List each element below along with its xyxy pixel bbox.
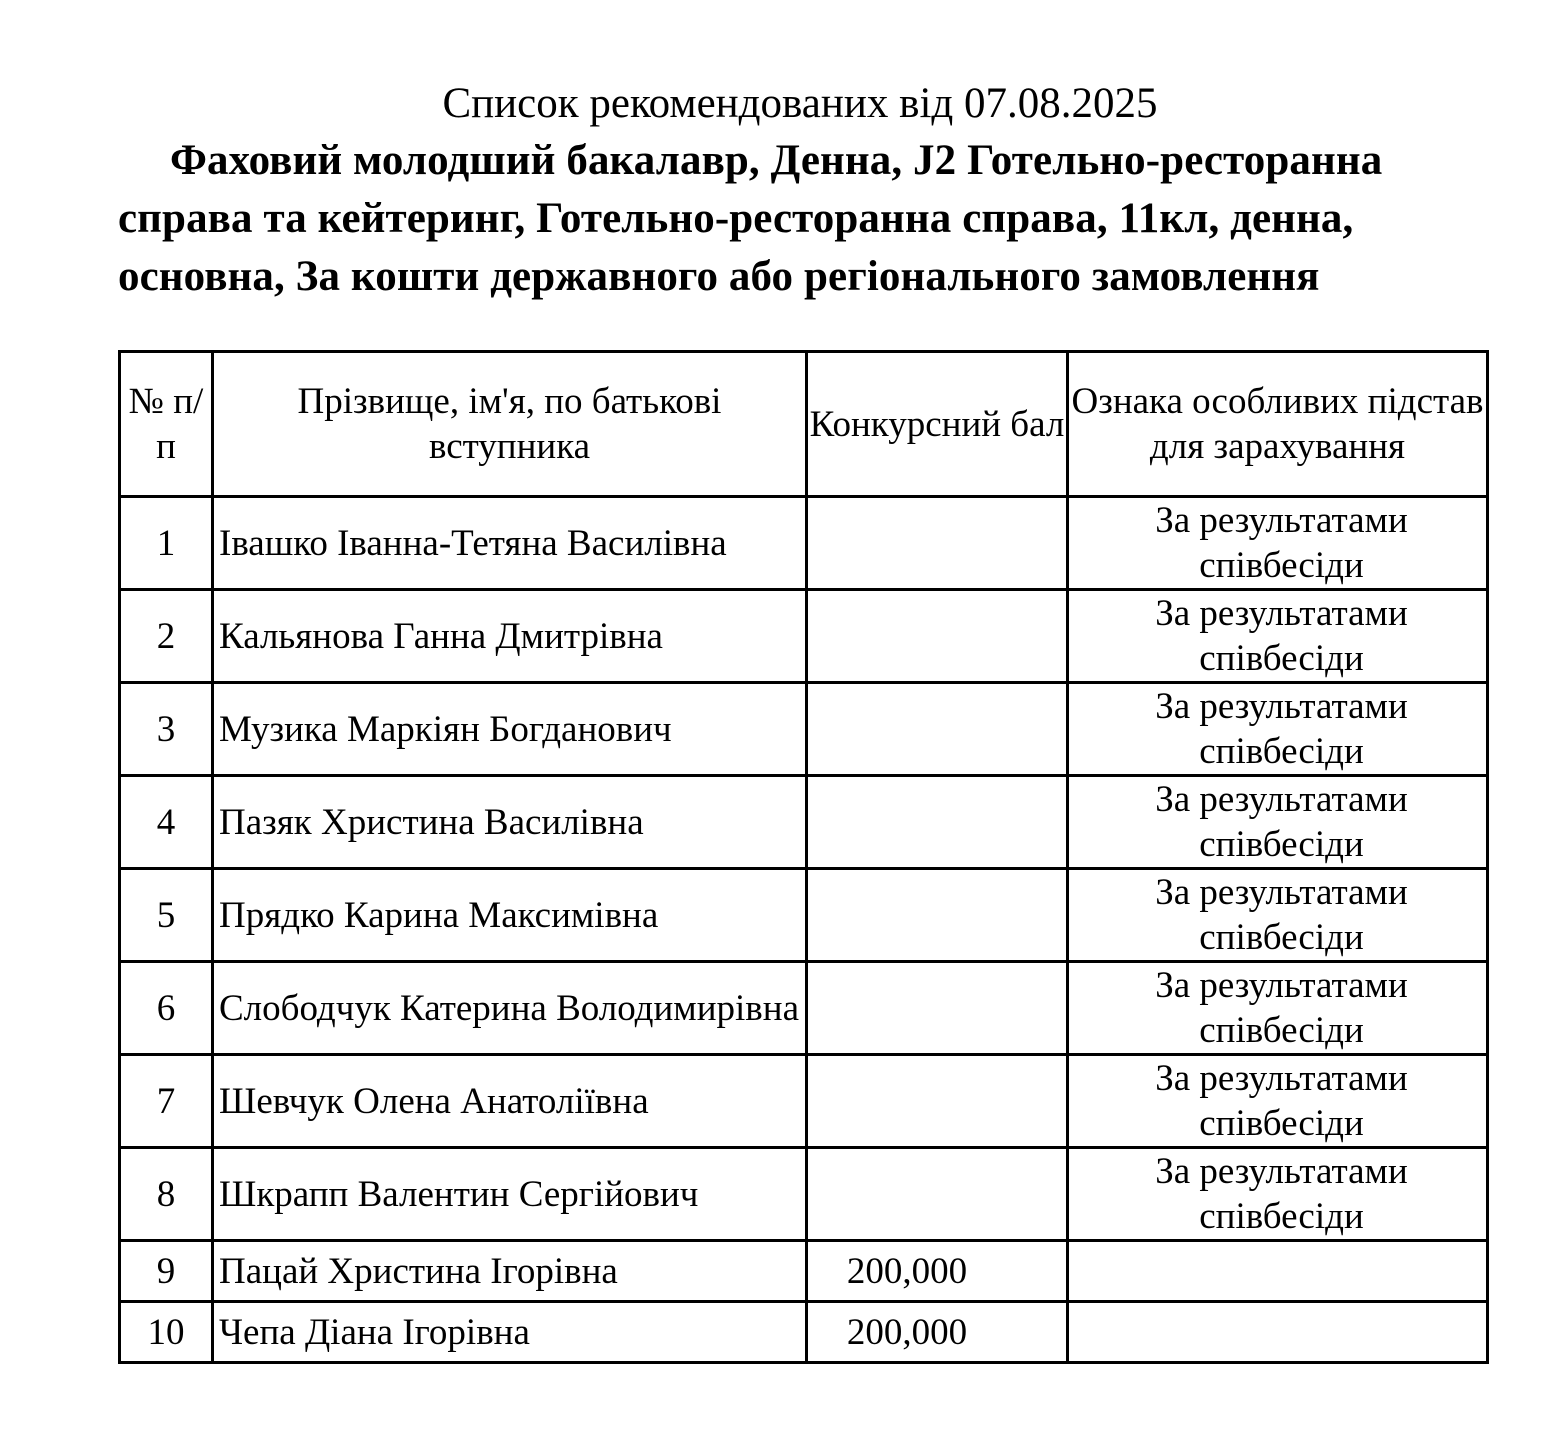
row-score [807,590,1068,683]
row-name: Чепа Діана Ігорівна [213,1302,807,1363]
row-note: За результатами співбесіди [1068,590,1488,683]
row-score [807,869,1068,962]
table-row [120,497,1488,590]
row-note: За результатами співбесіди [1068,776,1488,869]
table-row [120,1241,1488,1302]
row-num: 8 [120,1148,213,1241]
row-score: 200,000 [807,1302,1068,1363]
row-note: За результатами співбесіди [1068,1055,1488,1148]
row-num: 7 [120,1055,213,1148]
row-score [807,962,1068,1055]
row-num: 2 [120,590,213,683]
table-row [120,1055,1488,1148]
table-row [120,1302,1488,1363]
table-header-row [120,352,1488,497]
table-row [120,1148,1488,1241]
recommended-list-table [118,350,1489,1364]
row-score [807,776,1068,869]
row-name: Слободчук Катерина Володимирівна [213,962,807,1055]
row-note [1068,1302,1488,1363]
document-subtitle: Фаховий молодший бакалавр, Денна, J2 Готельно-ресторанна справа та кейтеринг, Готельно-ресторанна справа, 11кл, денна, основна, За кошти державного або регіонального замовлення [118,137,1383,300]
row-note: За результатами співбесіди [1068,683,1488,776]
table-row [120,776,1488,869]
row-note [1068,1241,1488,1302]
row-name: Пазяк Христина Василівна [213,776,807,869]
row-num: 9 [120,1241,213,1302]
row-num: 1 [120,497,213,590]
table-row [120,590,1488,683]
row-name: Шкрапп Валентин Сергійович [213,1148,807,1241]
row-score: 200,000 [807,1241,1068,1302]
row-score [807,497,1068,590]
row-score [807,1148,1068,1241]
header-score: Конкурсний бал [807,352,1068,497]
row-num: 5 [120,869,213,962]
table-row [120,683,1488,776]
row-score [807,683,1068,776]
row-note: За результатами співбесіди [1068,1148,1488,1241]
header-note: Ознака особливих підстав для зарахування [1068,352,1488,497]
row-name: Музика Маркіян Богданович [213,683,807,776]
row-note: За результатами співбесіди [1068,869,1488,962]
header-name: Прізвище, ім'я, по батькові вступника [213,352,807,497]
row-note: За результатами співбесіди [1068,497,1488,590]
row-score [807,1055,1068,1148]
header-num: № п/п [120,352,213,497]
row-note: За результатами співбесіди [1068,962,1488,1055]
row-name: Пацай Христина Ігорівна [213,1241,807,1302]
row-num: 6 [120,962,213,1055]
row-num: 10 [120,1302,213,1363]
table-row [120,962,1488,1055]
row-name: Івашко Іванна-Тетяна Василівна [213,497,807,590]
table-row [120,869,1488,962]
row-num: 4 [120,776,213,869]
row-name: Кальянова Ганна Дмитрівна [213,590,807,683]
row-name: Прядко Карина Максимівна [213,869,807,962]
document-title: Список рекомендованих від 07.08.2025 [442,80,1158,127]
row-name: Шевчук Олена Анатоліївна [213,1055,807,1148]
row-num: 3 [120,683,213,776]
